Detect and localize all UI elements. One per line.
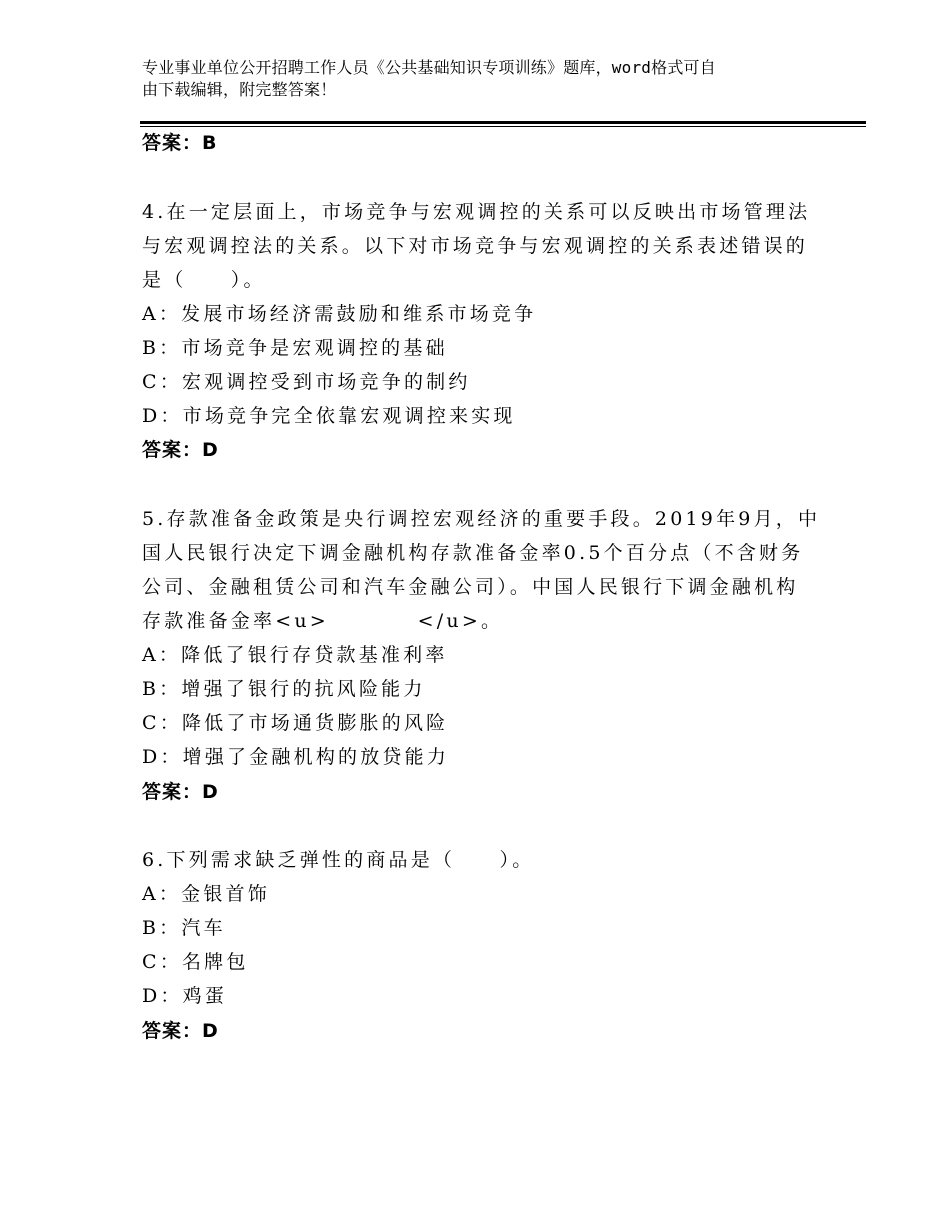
question-4-stem-line-1: 4.在一定层面上，市场竞争与宏观调控的关系可以反映出市场管理法	[142, 201, 811, 223]
question-5-stem-line-4: 存款准备金率<u> </u>。	[142, 610, 504, 632]
question-4-option-d: D：市场竞争完全依靠宏观调控来实现	[142, 405, 516, 427]
question-5-option-b: B：增强了银行的抗风险能力	[142, 678, 426, 700]
header-divider-thick	[140, 121, 866, 124]
header-divider-thin	[140, 126, 866, 127]
question-5-answer: 答案：D	[142, 781, 219, 803]
question-5-option-c: C：降低了市场通货膨胀的风险	[142, 712, 449, 734]
question-5-stem-line-1: 5.存款准备金政策是央行调控宏观经济的重要手段。2019年9月，中	[142, 508, 821, 530]
question-4-option-b: B：市场竞争是宏观调控的基础	[142, 337, 448, 359]
question-4-answer: 答案：D	[142, 439, 219, 461]
question-6-option-d: D：鸡蛋	[142, 985, 228, 1007]
previous-answer: 答案：B	[142, 132, 218, 154]
page-header	[142, 57, 822, 101]
question-4-option-a: A：发展市场经济需鼓励和维系市场竞争	[142, 303, 537, 325]
question-6-answer: 答案：D	[142, 1020, 219, 1042]
header-line-2: 由下载编辑，附完整答案！	[142, 80, 337, 99]
question-5-option-a: A：降低了银行存贷款基准利率	[142, 644, 448, 666]
question-6-option-c: C：名牌包	[142, 951, 249, 973]
question-4-stem-line-2: 与宏观调控法的关系。以下对市场竞争与宏观调控的关系表述错误的	[142, 235, 809, 257]
question-5-stem-line-2: 国人民银行决定下调金融机构存款准备金率0.5个百分点（不含财务	[142, 542, 804, 564]
question-5-option-d: D：增强了金融机构的放贷能力	[142, 746, 450, 768]
question-6-stem-line-1: 6.下列需求缺乏弹性的商品是（ ）。	[142, 849, 535, 871]
header-line-1: 专业事业单位公开招聘工作人员《公共基础知识专项训练》题库，word格式可自	[142, 58, 716, 77]
question-4-stem-line-3: 是（ ）。	[142, 269, 266, 291]
question-5-stem-line-3: 公司、金融租赁公司和汽车金融公司）。中国人民银行下调金融机构	[142, 576, 799, 598]
question-6-option-b: B：汽车	[142, 917, 226, 939]
question-6-option-a: A：金银首饰	[142, 883, 270, 905]
question-4-option-c: C：宏观调控受到市场竞争的制约	[142, 371, 471, 393]
